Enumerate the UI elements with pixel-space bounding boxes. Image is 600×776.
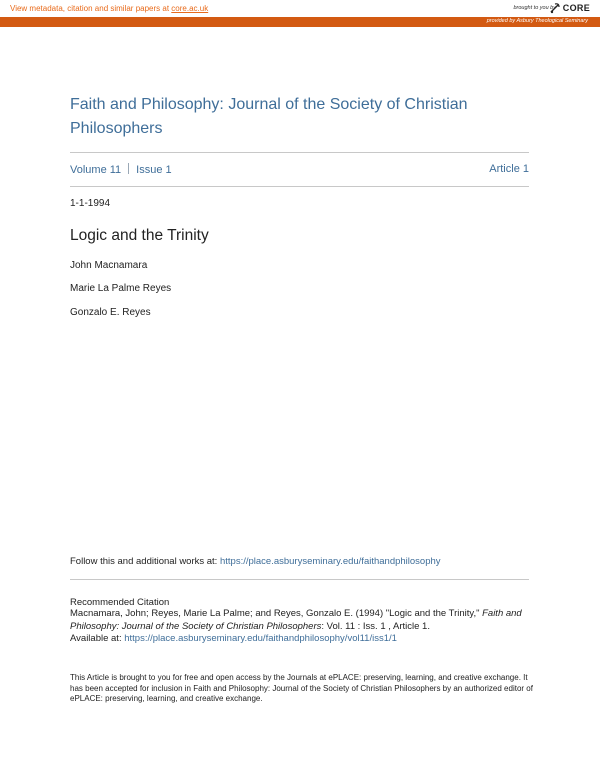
divider [128, 163, 129, 174]
brought-to-you-label: brought to you by [513, 5, 556, 11]
recommended-citation-heading: Recommended Citation [70, 597, 170, 608]
follow-line [70, 556, 441, 567]
article-title: Logic and the Trinity [70, 227, 209, 244]
issue-link[interactable]: Issue 1 [136, 164, 172, 176]
core-logo-icon [549, 2, 561, 14]
volume-link[interactable]: Volume 11 [70, 164, 122, 176]
follow-text: Follow this and additional works at: [70, 556, 218, 567]
core-logo-text: CORE [562, 3, 590, 13]
author: John Macnamara [70, 260, 148, 271]
provided-by-bar [0, 17, 600, 27]
available-link[interactable]: https://place.asburyseminary.edu/faithandphilosophy/vol11/iss1/1 [124, 633, 397, 644]
publication-date: 1-1-1994 [70, 198, 111, 209]
citation-block [70, 608, 540, 646]
author: Marie La Palme Reyes [70, 283, 172, 294]
available-label: Available at: [70, 633, 122, 644]
follow-link[interactable]: https://place.asburyseminary.edu/faithandphilosophy [219, 556, 441, 567]
author: Gonzalo E. Reyes [70, 307, 151, 318]
core-metadata-line [10, 4, 208, 13]
core-logo[interactable] [549, 2, 590, 14]
citation-tail: : Vol. 11 : Iss. 1 , Article 1. [321, 620, 430, 632]
core-link[interactable]: core.ac.uk [171, 4, 209, 13]
article-number-link[interactable]: Article 1 [489, 163, 529, 175]
citation-lead: Macnamara, John; Reyes, Marie La Palme; and Reyes, Gonzalo E. (1994) "Logic and the Trinity," [70, 608, 480, 619]
divider [70, 152, 529, 153]
access-note: This Article is brought to you for free and open access by the Journals at ePLACE: preserving, learning, and creative exchange. It has been accepted for inclusion in Faith and Philosophy: Journal of the Society of Christian Philosophers by an authorized editor of ePLACE: preserving, learning, and creative exchange. [70, 673, 533, 703]
core-banner [0, 0, 600, 17]
provided-by-text: provided by Asbury Theological Seminary [486, 18, 588, 24]
core-metadata-prefix: View metadata, citation and similar papers at [10, 4, 170, 13]
journal-title[interactable]: Faith and Philosophy: Journal of the Society of Christian Philosophers [70, 96, 468, 137]
divider [70, 579, 529, 580]
volume-issue-line [70, 163, 172, 176]
citation-journal: Faith and Philosophy: Journal of the Society of Christian Philosophers [70, 608, 522, 632]
divider [70, 186, 529, 187]
